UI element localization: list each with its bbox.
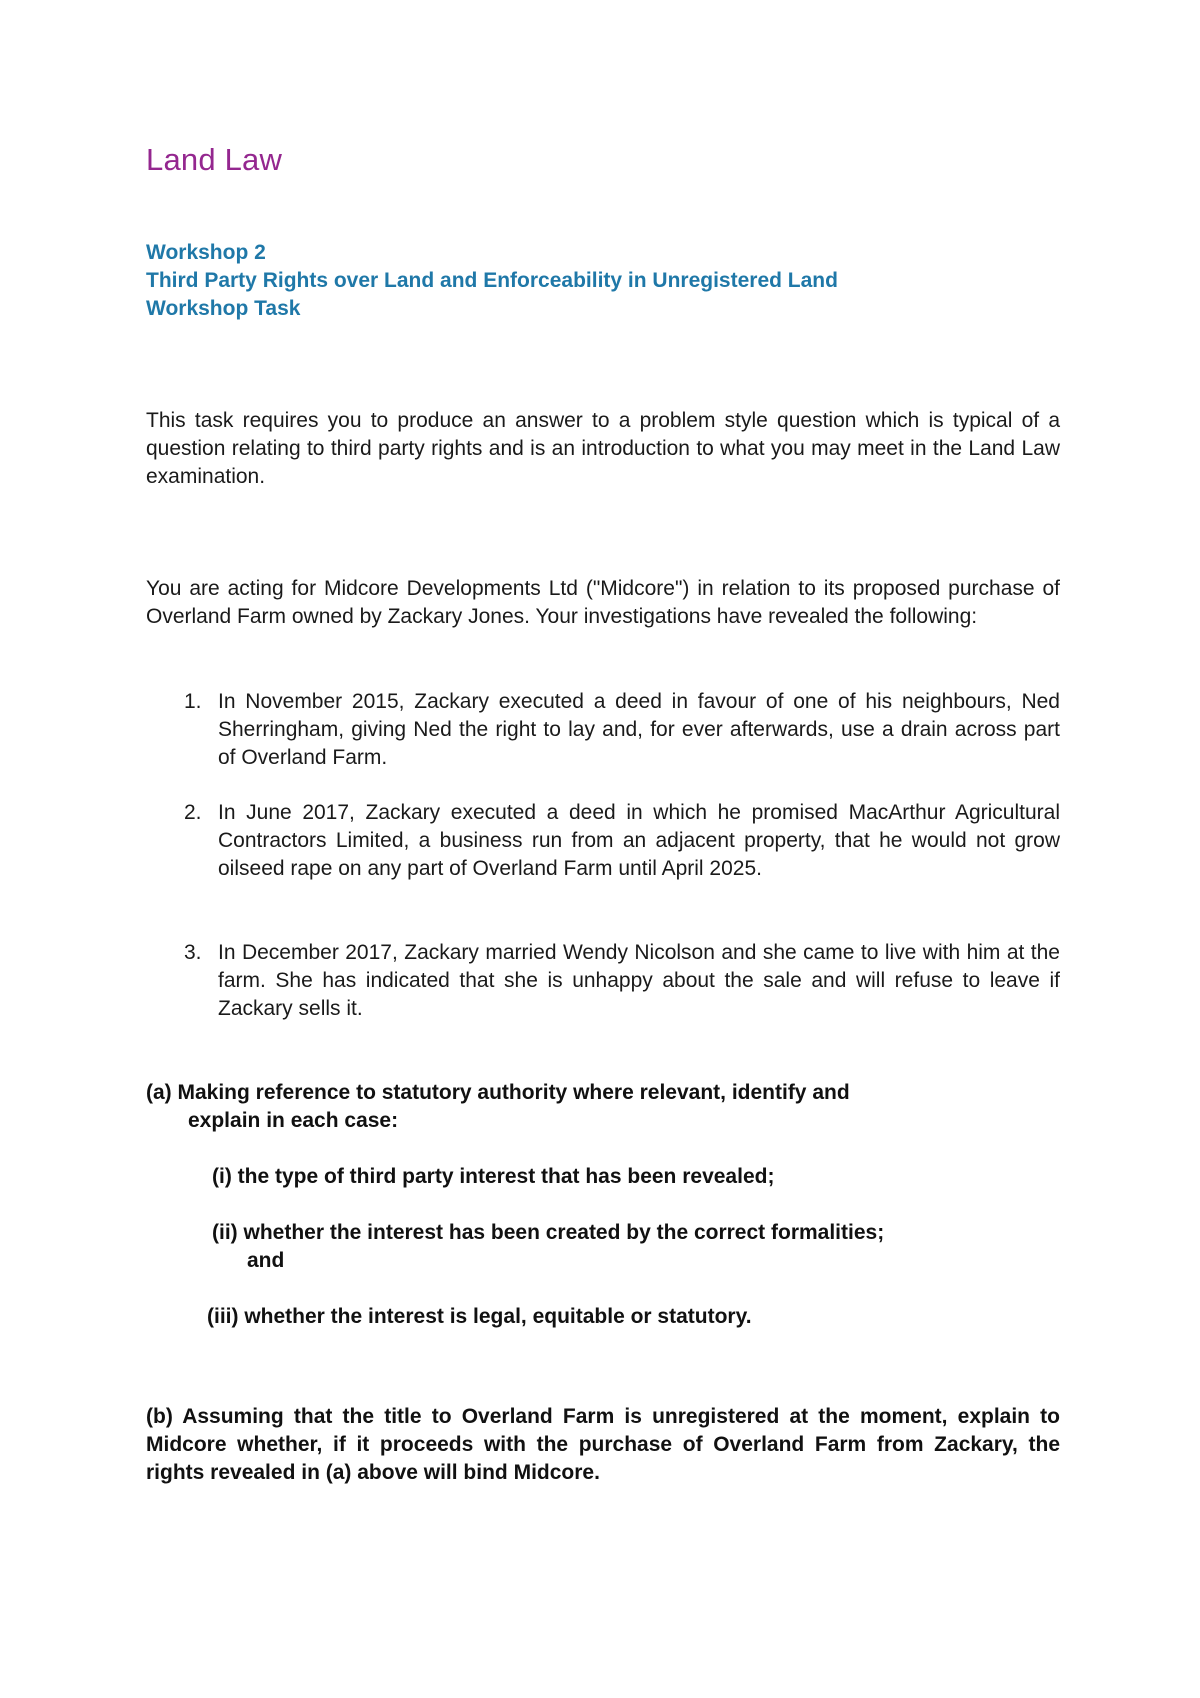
workshop-task-heading: Workshop Task xyxy=(146,297,301,320)
document-page xyxy=(146,0,1060,1698)
list-item-number: 1. xyxy=(184,690,202,713)
scenario-paragraph: You are acting for Midcore Developments Ltd ("Midcore") in relation to its proposed purchase of Overland Farm owned by Zackary Jones. Your investigations have revealed the following: xyxy=(146,577,1060,628)
question-a-sub-i: (i) the type of third party interest that has been revealed; xyxy=(212,1165,775,1188)
list-item-text: In December 2017, Zackary married Wendy Nicolson and she came to live with him at the farm. She has indicated that she is unhappy about the sale and will refuse to leave if Zackary sells it. xyxy=(218,941,1060,1020)
list-item-number: 2. xyxy=(184,801,202,824)
list-item-text: In June 2017, Zackary executed a deed in which he promised MacArthur Agricultural Contractors Limited, a business run from an adjacent property, that he would not grow oilseed rape on any part of Overland Farm until April 2025. xyxy=(218,801,1060,880)
intro-paragraph: This task requires you to produce an answer to a problem style question which is typical of a question relating to third party rights and is an introduction to what you may meet in the Land Law examination. xyxy=(146,409,1060,488)
question-a-sub-ii-and: and xyxy=(247,1249,285,1272)
question-b: (b) Assuming that the title to Overland Farm is unregistered at the moment, explain to Midcore whether, if it proceeds with the purchase of Overland Farm from Zackary, the rights revealed in (a) above will bind Midcore. xyxy=(146,1405,1060,1484)
document-title: Land Law xyxy=(146,142,283,177)
question-a-line1: (a) Making reference to statutory authority where relevant, identify and xyxy=(146,1081,850,1104)
workshop-number: Workshop 2 xyxy=(146,241,266,264)
list-item-text: In November 2015, Zackary executed a deed in favour of one of his neighbours, Ned Sherringham, giving Ned the right to lay and, for ever afterwards, use a drain across part of Overland Farm. xyxy=(218,690,1060,769)
question-a-sub-ii: (ii) whether the interest has been created by the correct formalities; xyxy=(212,1221,885,1244)
list-item-number: 3. xyxy=(184,941,202,964)
question-a-sub-iii: (iii) whether the interest is legal, equitable or statutory. xyxy=(207,1305,752,1328)
question-a-line2: explain in each case: xyxy=(188,1109,399,1132)
workshop-subtitle: Third Party Rights over Land and Enforceability in Unregistered Land xyxy=(146,269,838,292)
